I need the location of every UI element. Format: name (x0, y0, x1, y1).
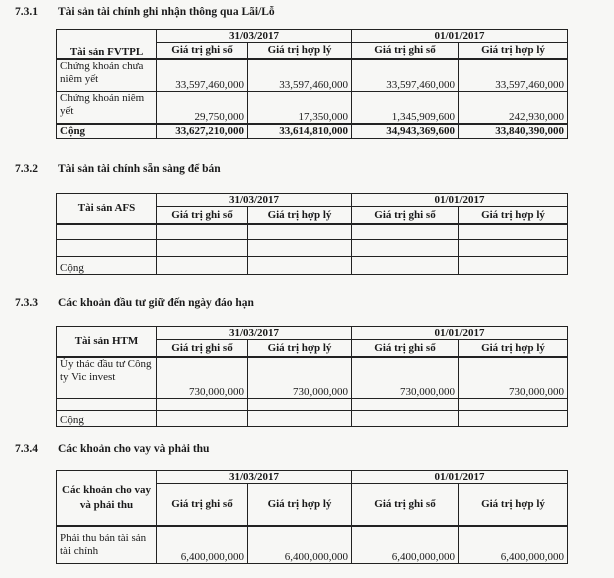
book-value-header: Giá trị ghi sổ (157, 207, 248, 224)
cell-value: 1,345,909,600 (352, 92, 459, 124)
date-header: 01/01/2017 (352, 194, 568, 207)
total-value: 33,840,390,000 (459, 124, 568, 139)
fair-value-header: Giá trị hợp lý (459, 340, 568, 357)
asset-header: Tài sản HTM (57, 327, 157, 357)
date-header: 31/03/2017 (157, 327, 352, 340)
cell-value: 730,000,000 (459, 357, 568, 399)
row-label: Chứng khoán chưa niêm yết (57, 59, 157, 92)
table-row (57, 357, 568, 399)
book-value-header: Giá trị ghi sổ (352, 207, 459, 224)
row-label: Ủy thác đầu tư Công ty Vic invest (57, 357, 157, 399)
total-value: 33,627,210,000 (157, 124, 248, 139)
table-row (57, 526, 568, 564)
htm-table (56, 326, 568, 427)
total-label: Cộng (57, 124, 157, 139)
asset-header: Tài sản FVTPL (57, 30, 157, 59)
date-header: 31/03/2017 (157, 471, 352, 484)
loans-table (56, 470, 568, 564)
cell-value: 33,597,460,000 (157, 59, 248, 92)
fvtpl-table (56, 29, 568, 139)
afs-table (56, 193, 568, 275)
book-value-header: Giá trị ghi sổ (352, 484, 459, 526)
book-value-header: Giá trị ghi sổ (352, 340, 459, 357)
total-value: 34,943,369,600 (352, 124, 459, 139)
cell-value: 33,597,460,000 (459, 59, 568, 92)
book-value-header: Giá trị ghi sổ (352, 43, 459, 59)
cell-value: 6,400,000,000 (157, 526, 248, 564)
row-label: Chứng khoán niêm yết (57, 92, 157, 124)
fair-value-header: Giá trị hợp lý (459, 43, 568, 59)
date-header: 31/03/2017 (157, 194, 352, 207)
cell-value: 730,000,000 (157, 357, 248, 399)
total-label: Cộng (57, 411, 157, 427)
fair-value-header: Giá trị hợp lý (248, 340, 352, 357)
cell-value: 6,400,000,000 (352, 526, 459, 564)
book-value-header: Giá trị ghi sổ (157, 43, 248, 59)
section-title: Tài sản tài chính sẵn sàng để bán (58, 163, 221, 175)
book-value-header: Giá trị ghi sổ (157, 484, 248, 526)
cell-value: 29,750,000 (157, 92, 248, 124)
table-row (57, 399, 568, 411)
cell-value: 17,350,000 (248, 92, 352, 124)
cell-value: 6,400,000,000 (248, 526, 352, 564)
cell-value: 6,400,000,000 (459, 526, 568, 564)
section-title: Các khoản đầu tư giữ đến ngày đáo hạn (58, 297, 254, 309)
table-row (57, 92, 568, 124)
cell-value: 33,597,460,000 (352, 59, 459, 92)
fair-value-header: Giá trị hợp lý (459, 207, 568, 224)
section-title: Các khoản cho vay và phải thu (58, 443, 210, 455)
table-row (57, 224, 568, 240)
asset-header: Tài sản AFS (57, 194, 157, 224)
date-header: 01/01/2017 (352, 30, 568, 43)
cell-value: 730,000,000 (248, 357, 352, 399)
asset-header: Các khoản cho vay và phải thu (57, 471, 157, 526)
fair-value-header: Giá trị hợp lý (248, 43, 352, 59)
date-header: 01/01/2017 (352, 327, 568, 340)
date-header: 01/01/2017 (352, 471, 568, 484)
table-row (57, 59, 568, 92)
book-value-header: Giá trị ghi sổ (157, 340, 248, 357)
fair-value-header: Giá trị hợp lý (248, 484, 352, 526)
total-row (57, 124, 568, 139)
cell-value: 730,000,000 (352, 357, 459, 399)
fair-value-header: Giá trị hợp lý (248, 207, 352, 224)
section-title: Tài sản tài chính ghi nhận thông qua Lãi/Lỗ (58, 6, 275, 18)
total-row (57, 257, 568, 275)
total-row (57, 411, 568, 427)
cell-value: 33,597,460,000 (248, 59, 352, 92)
table-row (57, 240, 568, 257)
total-value: 33,614,810,000 (248, 124, 352, 139)
date-header: 31/03/2017 (157, 30, 352, 43)
row-label: Phải thu bán tài sản tài chính (57, 526, 157, 564)
cell-value: 242,930,000 (459, 92, 568, 124)
total-label: Cộng (57, 257, 157, 275)
fair-value-header: Giá trị hợp lý (459, 484, 568, 526)
